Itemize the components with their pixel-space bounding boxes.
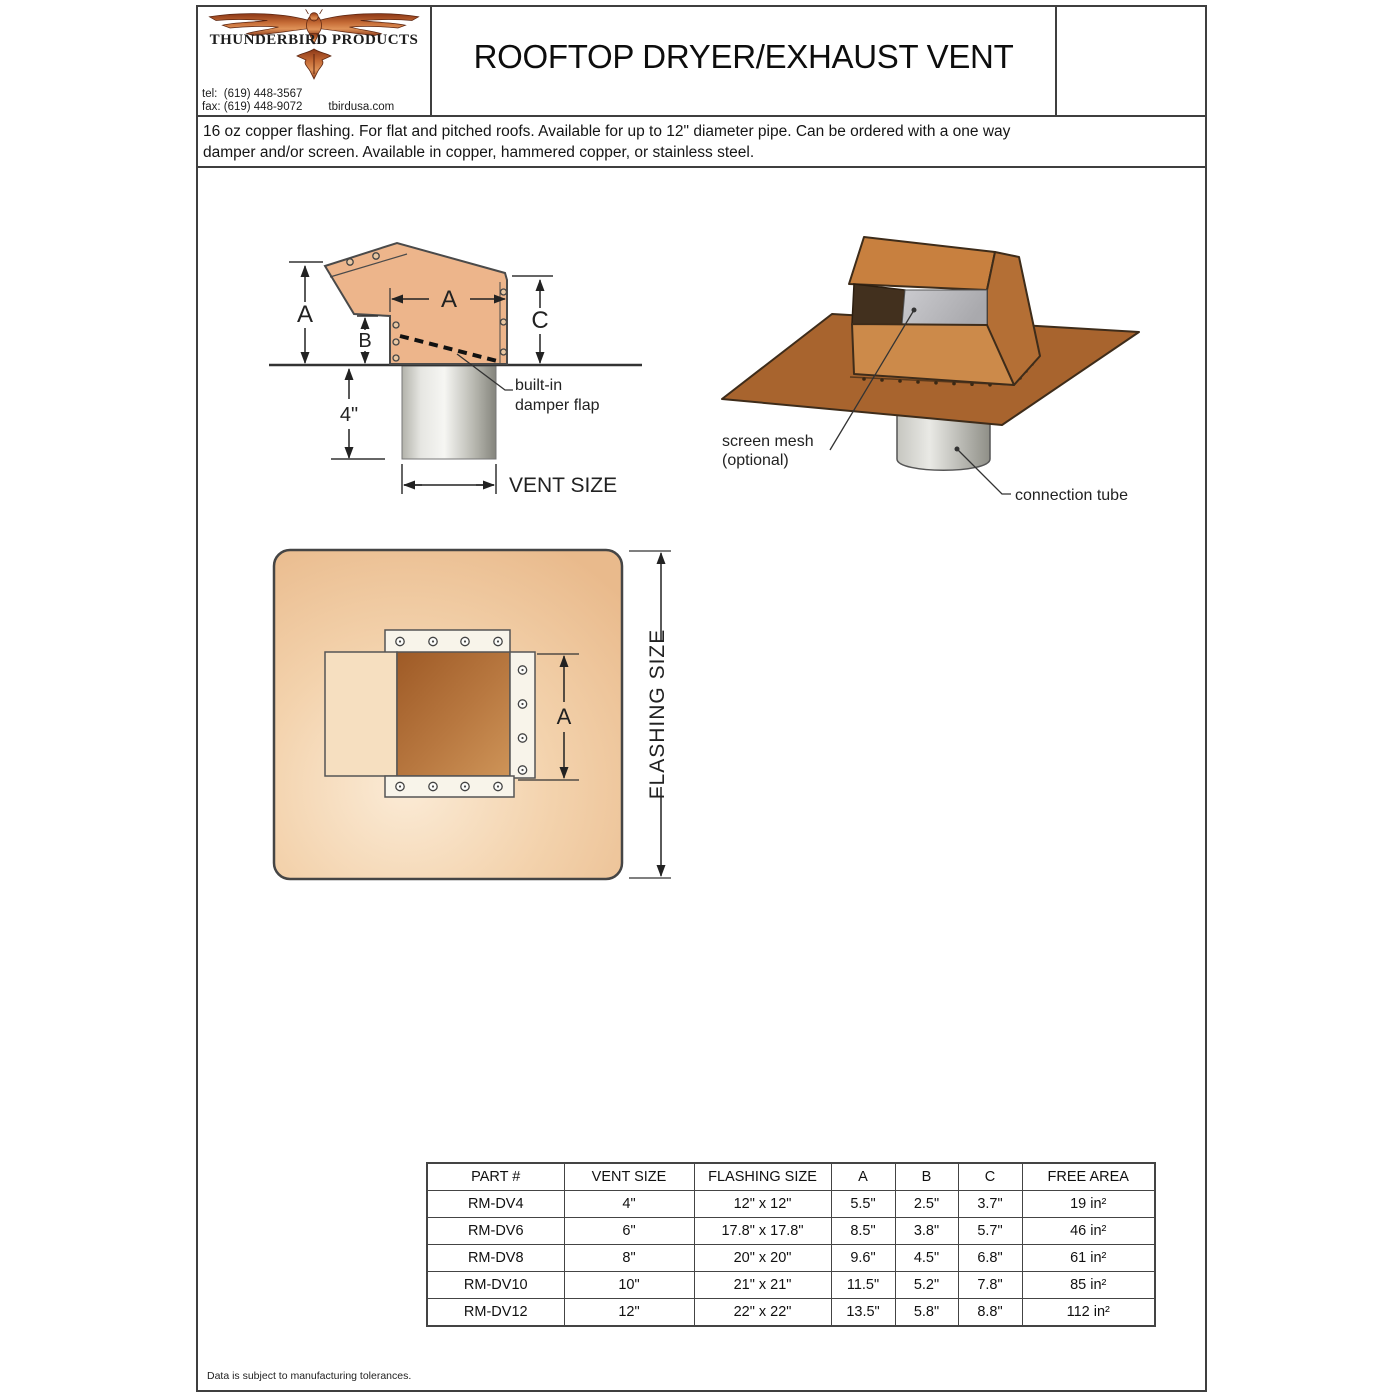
col-header-part: PART # (427, 1163, 564, 1191)
table-row (427, 1299, 1155, 1327)
cell-vent: 8" (564, 1245, 694, 1272)
dim-4in-label: 4" (339, 404, 359, 426)
cell-part: RM-DV8 (427, 1245, 564, 1272)
hood-top-face (849, 237, 995, 290)
title-box (432, 7, 1057, 115)
cell-area: 112 in² (1022, 1299, 1155, 1327)
col-header-c: C (958, 1163, 1022, 1191)
damper-label-line1: built-in (515, 377, 563, 394)
cell-vent: 6" (564, 1218, 694, 1245)
cell-b: 4.5" (895, 1245, 958, 1272)
cell-b: 5.2" (895, 1272, 958, 1299)
website-link: tbirdusa.com (328, 101, 395, 113)
screen-mesh-label-line2: (optional) (722, 452, 789, 469)
cell-part: RM-DV4 (427, 1191, 564, 1218)
cell-area: 19 in² (1022, 1191, 1155, 1218)
cell-flashing: 12" x 12" (694, 1191, 831, 1218)
spec-table (426, 1162, 1156, 1327)
cell-a: 11.5" (831, 1272, 895, 1299)
cell-part: RM-DV12 (427, 1299, 564, 1327)
spec-sheet-page (196, 5, 1207, 1392)
logo-box (198, 7, 432, 115)
screen-mesh-panel (902, 290, 987, 325)
cell-c: 8.8" (958, 1299, 1022, 1327)
vent-opening-shadow (852, 284, 905, 325)
tel-number: (619) 448-3567 (223, 88, 303, 100)
cell-a: 13.5" (831, 1299, 895, 1327)
vent-size-label: VENT SIZE (509, 474, 618, 497)
connection-tube-side (402, 366, 496, 459)
col-header-b: B (895, 1163, 958, 1191)
col-header-free-area: FREE AREA (1022, 1163, 1155, 1191)
col-header-flashing-size: FLASHING SIZE (694, 1163, 831, 1191)
cell-area: 85 in² (1022, 1272, 1155, 1299)
cell-area: 46 in² (1022, 1218, 1155, 1245)
table-header-row (427, 1163, 1155, 1191)
contact-info (202, 88, 394, 114)
hood-top-panel (325, 652, 397, 776)
iso-view-illustration (702, 222, 1187, 532)
cell-vent: 4" (564, 1191, 694, 1218)
cell-flashing: 17.8" x 17.8" (694, 1218, 831, 1245)
footer-note: Data is subject to manufacturing tolerances. (207, 1370, 412, 1382)
cell-b: 5.8" (895, 1299, 958, 1327)
cell-a: 5.5" (831, 1191, 895, 1218)
flashing-dim-a-label: A (556, 704, 572, 729)
col-header-a: A (831, 1163, 895, 1191)
cell-c: 3.7" (958, 1191, 1022, 1218)
dim-c-label: C (531, 307, 549, 334)
flashing-top-view-diagram (257, 542, 702, 897)
cell-flashing: 20" x 20" (694, 1245, 831, 1272)
vent-opening-top (397, 652, 510, 776)
fax-number: (619) 448-9072 (223, 101, 303, 113)
cell-flashing: 21" x 21" (694, 1272, 831, 1299)
table-row (427, 1218, 1155, 1245)
table-row (427, 1245, 1155, 1272)
connection-tube-label: connection tube (1015, 487, 1128, 504)
brand-name: THUNDERBIRD PRODUCTS (209, 32, 419, 48)
cell-b: 2.5" (895, 1191, 958, 1218)
cell-c: 6.8" (958, 1245, 1022, 1272)
cell-flashing: 22" x 22" (694, 1299, 831, 1327)
dim-b-label: B (358, 330, 372, 352)
header-empty-box (1057, 7, 1205, 115)
dim-a-vertical-label: A (296, 301, 314, 328)
cell-area: 61 in² (1022, 1245, 1155, 1272)
table-row (427, 1272, 1155, 1299)
cell-part: RM-DV6 (427, 1218, 564, 1245)
cell-b: 3.8" (895, 1218, 958, 1245)
flashing-size-label: FLASHING SIZE (646, 628, 669, 800)
dim-a-horizontal-label: A (440, 286, 458, 313)
cell-c: 5.7" (958, 1218, 1022, 1245)
description-line-2: damper and/or screen. Available in copper, hammered copper, or stainless steel. (203, 144, 755, 161)
header (198, 7, 1205, 117)
cell-vent: 10" (564, 1272, 694, 1299)
description-line-1: 16 oz copper flashing. For flat and pitched roofs. Available for up to 12" diameter pipe. Can be ordered with a one way (203, 123, 1011, 140)
thunderbird-crest-icon (293, 48, 335, 80)
cell-c: 7.8" (958, 1272, 1022, 1299)
tel-label: tel: (202, 88, 218, 100)
screen-mesh-label-line1: screen mesh (722, 433, 814, 450)
damper-label-line2: damper flap (515, 397, 600, 414)
fax-label: fax: (202, 101, 221, 113)
side-view-diagram (257, 232, 677, 502)
hood-front-face (852, 324, 1014, 385)
cell-a: 8.5" (831, 1218, 895, 1245)
page-title: ROOFTOP DRYER/EXHAUST VENT (473, 38, 1014, 75)
cell-vent: 12" (564, 1299, 694, 1327)
product-description (198, 117, 1205, 168)
col-header-vent-size: VENT SIZE (564, 1163, 694, 1191)
table-row (427, 1191, 1155, 1218)
cell-a: 9.6" (831, 1245, 895, 1272)
cell-part: RM-DV10 (427, 1272, 564, 1299)
